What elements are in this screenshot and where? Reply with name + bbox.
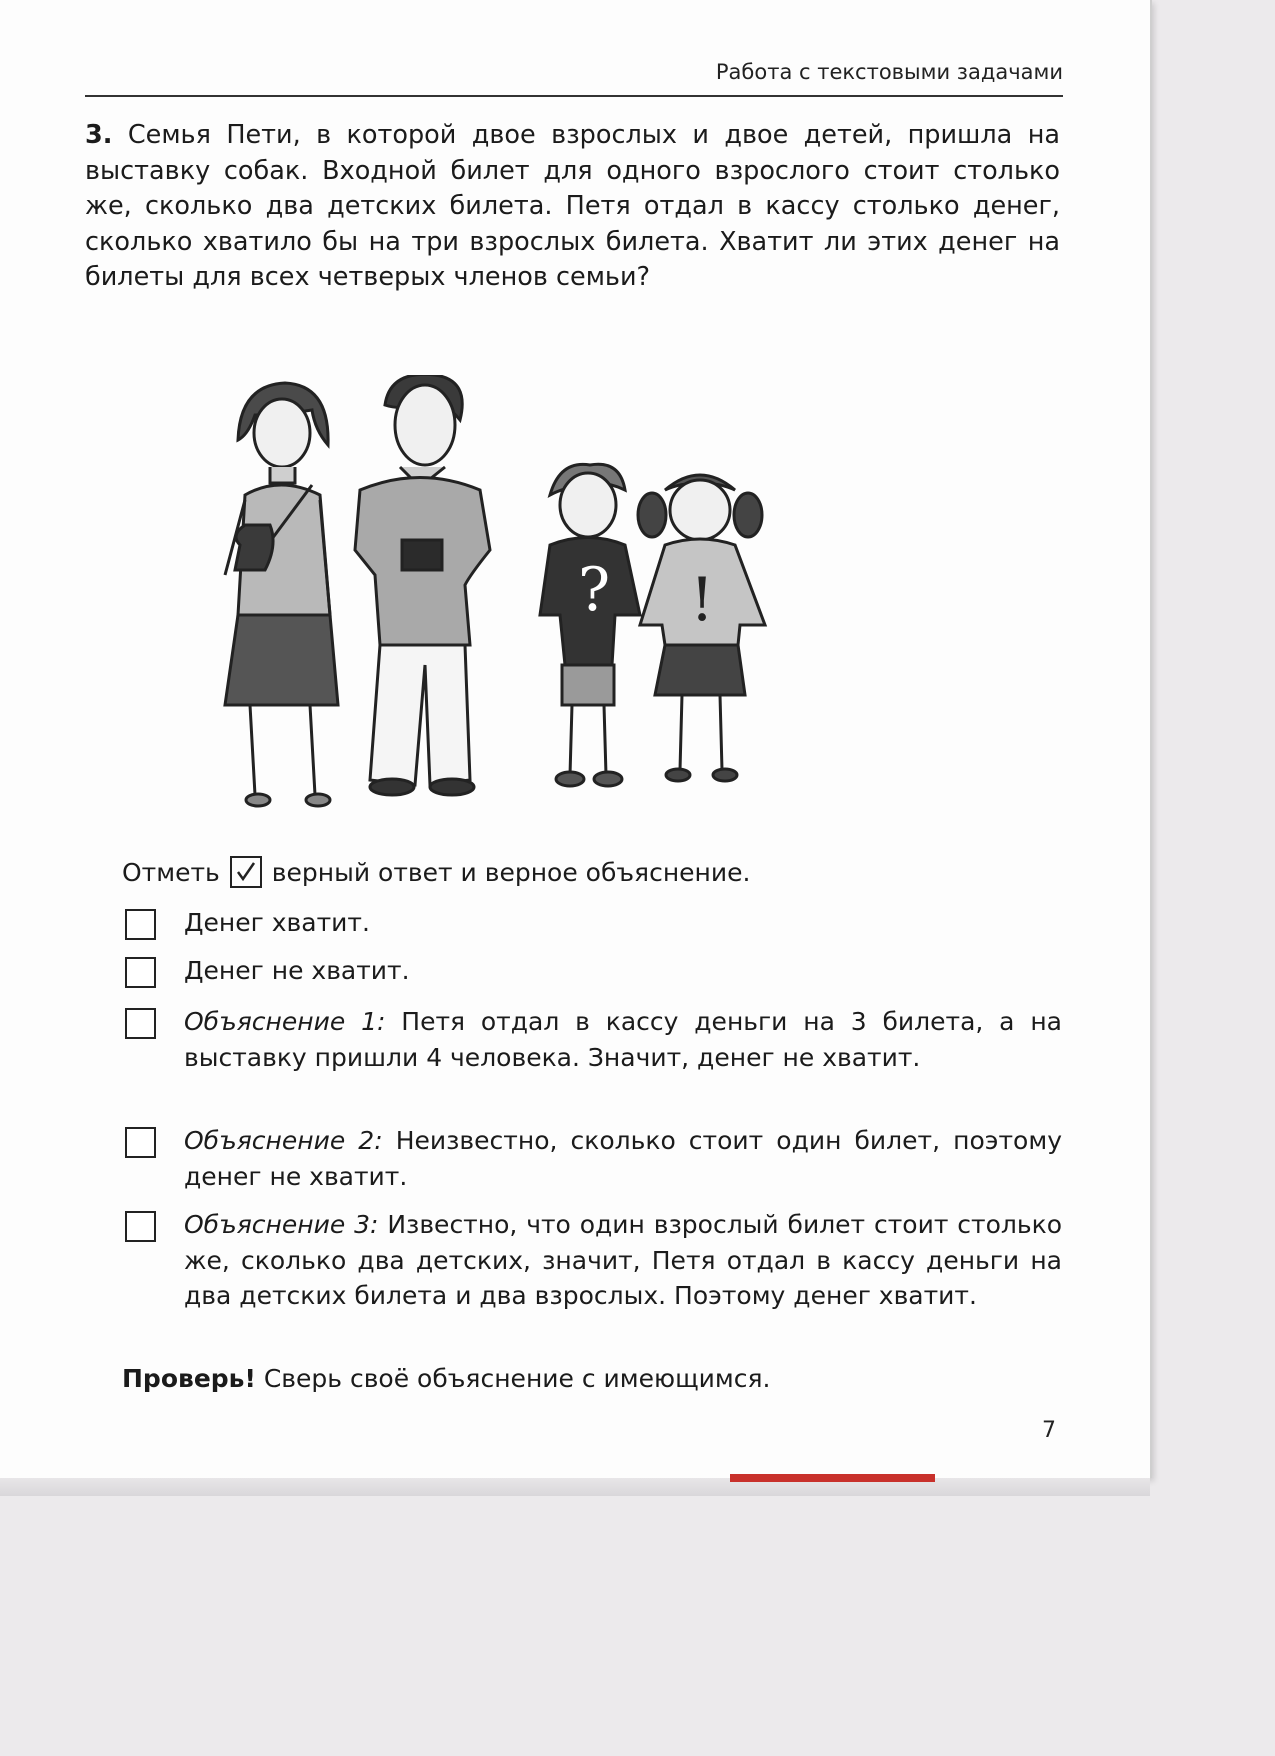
boy-figure: [540, 464, 640, 786]
father-figure: [355, 375, 490, 795]
page-number: 7: [1042, 1418, 1056, 1443]
page-edge: [0, 1478, 1150, 1496]
instruction-line: [122, 856, 750, 888]
girl-figure: [638, 475, 765, 781]
family-illustration: [220, 375, 900, 815]
option-enough-money: [122, 905, 1062, 941]
option-text: Денег не хватит.: [184, 956, 410, 985]
svg-text:?: ?: [578, 555, 611, 625]
problem-text: Семья Пети, в которой двое взрослых и двое детей, пришла на выставку собак. Входной билет для одного взрослого стоит столько же, сколько два детских билета. Петя отдал в кассу столько денег, сколько хватило бы на три взрослых билета. Хватит ли этих денег на билеты для всех четверых членов семьи?: [85, 120, 1060, 292]
instruction-before: Отметь: [122, 857, 220, 887]
problem-number: 3.: [85, 120, 113, 150]
option-explanation-2: [122, 1123, 1062, 1194]
check-text: Сверь своё объяснение с имеющимся.: [263, 1364, 771, 1393]
option-text: Денег хватит.: [184, 908, 370, 937]
header-rule: [85, 95, 1063, 97]
explanation-label: Объяснение 2:: [184, 1126, 383, 1155]
problem-statement: [85, 118, 1060, 296]
answer-checkbox[interactable]: [125, 1127, 156, 1158]
option-not-enough-money: [122, 953, 1062, 989]
option-text: Неизвестно, сколько стоит один билет, поэтому денег не хватит.: [184, 1126, 1062, 1191]
svg-text:!: !: [690, 565, 715, 635]
check-label: Проверь!: [122, 1364, 256, 1393]
mother-figure: [225, 383, 338, 806]
option-explanation-1: [122, 1004, 1062, 1075]
option-text: Известно, что один взрослый билет стоит столько же, сколько два детских, значит, Петя отдал в кассу деньги на два детских билета и два взрослых. Поэтому денег хватит.: [184, 1210, 1062, 1310]
answer-checkbox[interactable]: [125, 1211, 156, 1242]
option-text: Петя отдал в кассу деньги на 3 билета, а на выставку пришли 4 человека. Значит, денег не хватит.: [184, 1007, 1062, 1072]
check-reminder: [122, 1364, 770, 1393]
answer-checkbox[interactable]: [125, 957, 156, 988]
answer-checkbox[interactable]: [125, 1008, 156, 1039]
explanation-label: Объяснение 3:: [184, 1210, 379, 1239]
instruction-after: верный ответ и верное объяснение.: [271, 857, 751, 887]
answer-checkbox[interactable]: [125, 909, 156, 940]
explanation-label: Объяснение 1:: [184, 1007, 386, 1036]
checkmark-sample-icon: [230, 856, 262, 888]
cover-edge-strip: [730, 1474, 935, 1482]
option-explanation-3: [122, 1207, 1062, 1314]
section-header: Работа с текстовыми задачами: [715, 60, 1063, 84]
